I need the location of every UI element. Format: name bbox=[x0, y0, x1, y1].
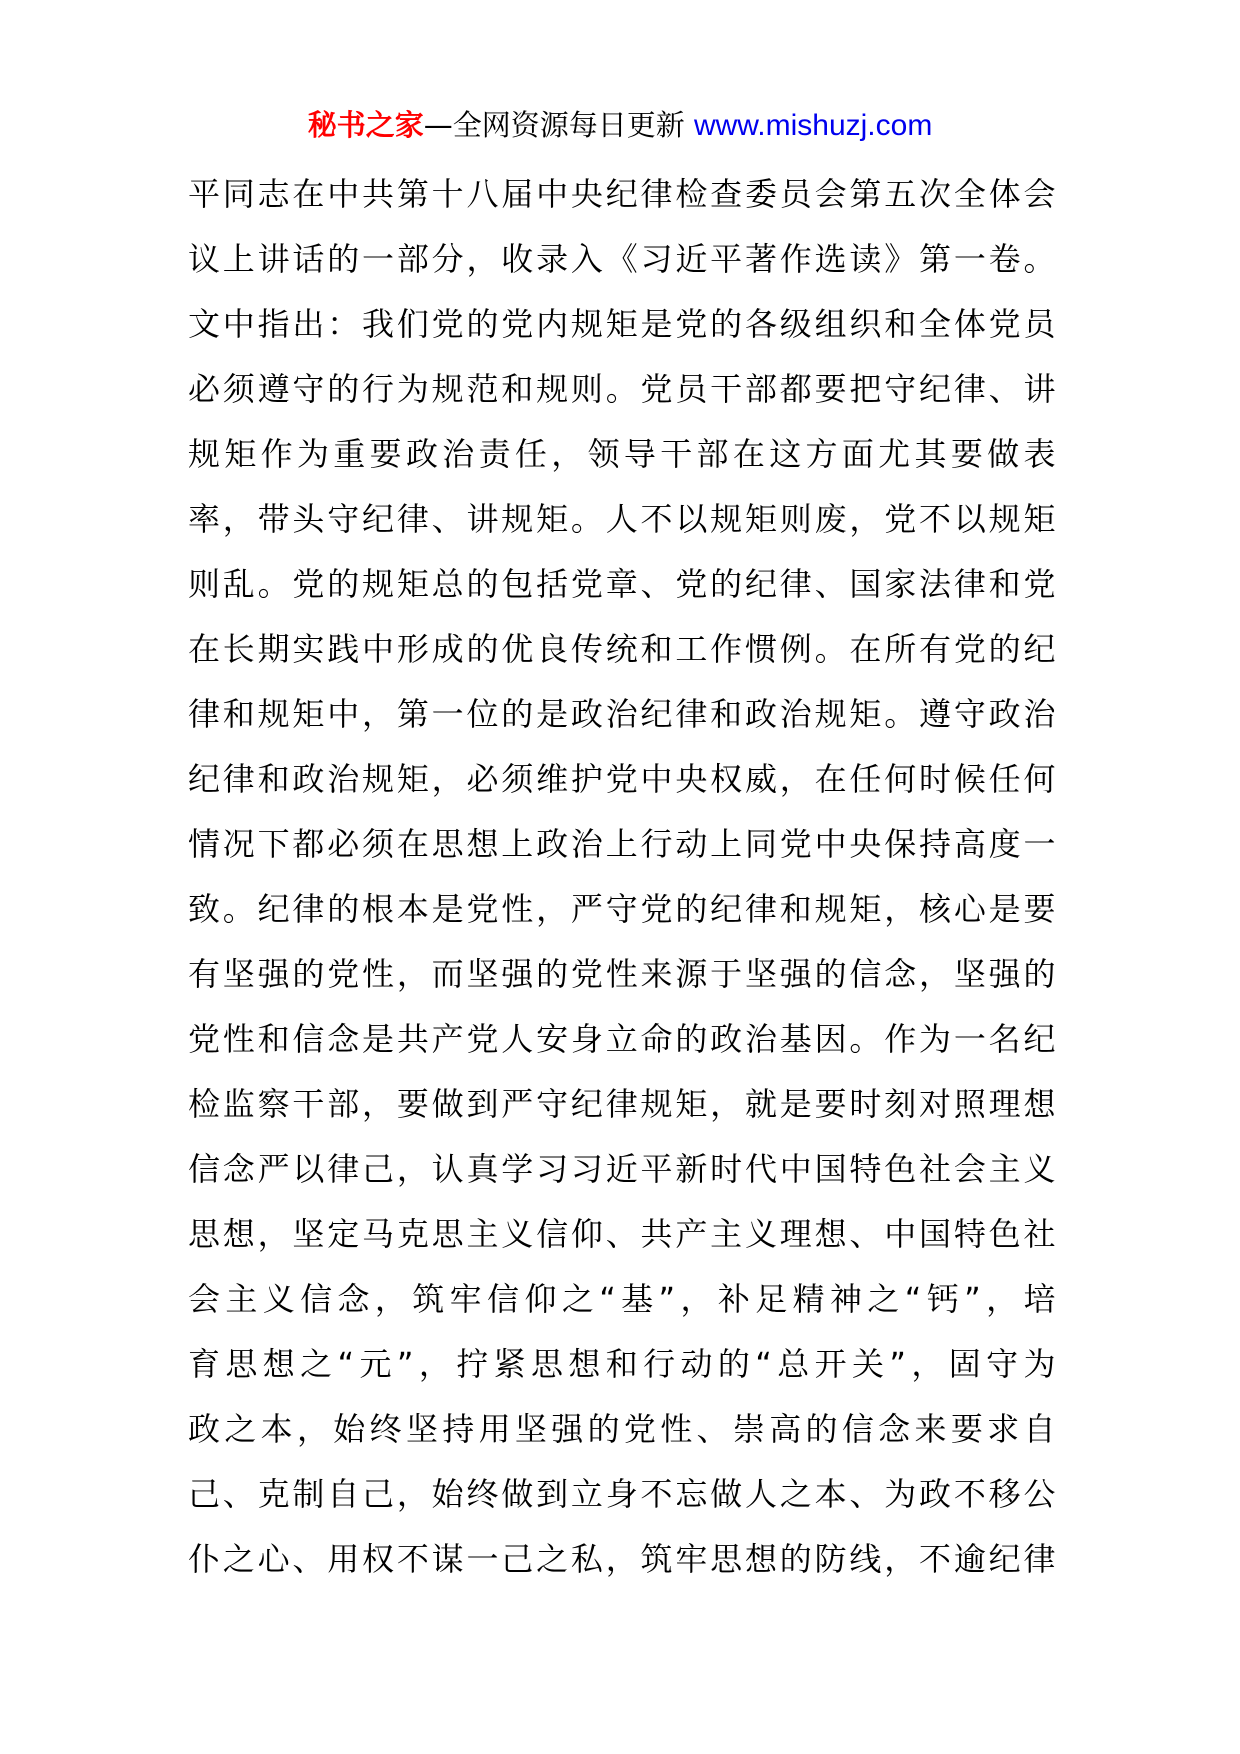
text-line: 文中指出：我们党的党内规矩是党的各级组织和全体党员 bbox=[188, 305, 1056, 343]
text-line: 议上讲话的一部分，收录入《习近平著作选读》第一卷。 bbox=[188, 240, 1056, 278]
text-line: 纪律和政治规矩，必须维护党中央权威，在任何时候任何 bbox=[188, 760, 1056, 798]
text-line: 则乱。党的规矩总的包括党章、党的纪律、国家法律和党 bbox=[188, 565, 1056, 603]
text-line: 党性和信念是共产党人安身立命的政治基因。作为一名纪 bbox=[188, 1020, 1056, 1058]
text-line: 仆之心、用权不谋一己之私，筑牢思想的防线，不逾纪律 bbox=[188, 1540, 1056, 1578]
text-line: 率，带头守纪律、讲规矩。人不以规矩则废，党不以规矩 bbox=[188, 500, 1056, 538]
text-line: 会主义信念，筑牢信仰之“基”，补足精神之“钙”，培 bbox=[188, 1280, 1056, 1318]
text-line: 思想，坚定马克思主义信仰、共产主义理想、中国特色社 bbox=[188, 1215, 1056, 1253]
document-body bbox=[188, 162, 1056, 1592]
text-line: 己、克制自己，始终做到立身不忘做人之本、为政不移公 bbox=[188, 1475, 1056, 1513]
page-header bbox=[0, 100, 1240, 151]
text-line: 律和规矩中，第一位的是政治纪律和政治规矩。遵守政治 bbox=[188, 695, 1056, 733]
text-line: 检监察干部，要做到严守纪律规矩，就是要时刻对照理想 bbox=[188, 1085, 1056, 1123]
text-line: 有坚强的党性，而坚强的党性来源于坚强的信念，坚强的 bbox=[188, 955, 1056, 993]
text-line: 在长期实践中形成的优良传统和工作惯例。在所有党的纪 bbox=[188, 630, 1056, 668]
header-tagline: —全网资源每日更新 bbox=[423, 108, 685, 142]
text-line: 情况下都必须在思想上政治上行动上同党中央保持高度一 bbox=[188, 825, 1056, 863]
text-line: 信念严以律己，认真学习习近平新时代中国特色社会主义 bbox=[188, 1150, 1056, 1188]
text-line: 平同志在中共第十八届中央纪律检查委员会第五次全体会 bbox=[188, 175, 1056, 213]
brand-name: 秘书之家 bbox=[307, 108, 424, 142]
website-link[interactable]: www.mishuzj.com bbox=[693, 109, 933, 142]
text-line: 致。纪律的根本是党性，严守党的纪律和规矩，核心是要 bbox=[188, 890, 1056, 928]
text-line: 必须遵守的行为规范和规则。党员干部都要把守纪律、讲 bbox=[188, 370, 1056, 408]
text-line: 规矩作为重要政治责任，领导干部在这方面尤其要做表 bbox=[188, 435, 1056, 473]
text-line: 育思想之“元”，拧紧思想和行动的“总开关”，固守为 bbox=[188, 1345, 1056, 1383]
text-line: 政之本，始终坚持用坚强的党性、崇高的信念来要求自 bbox=[188, 1410, 1056, 1448]
